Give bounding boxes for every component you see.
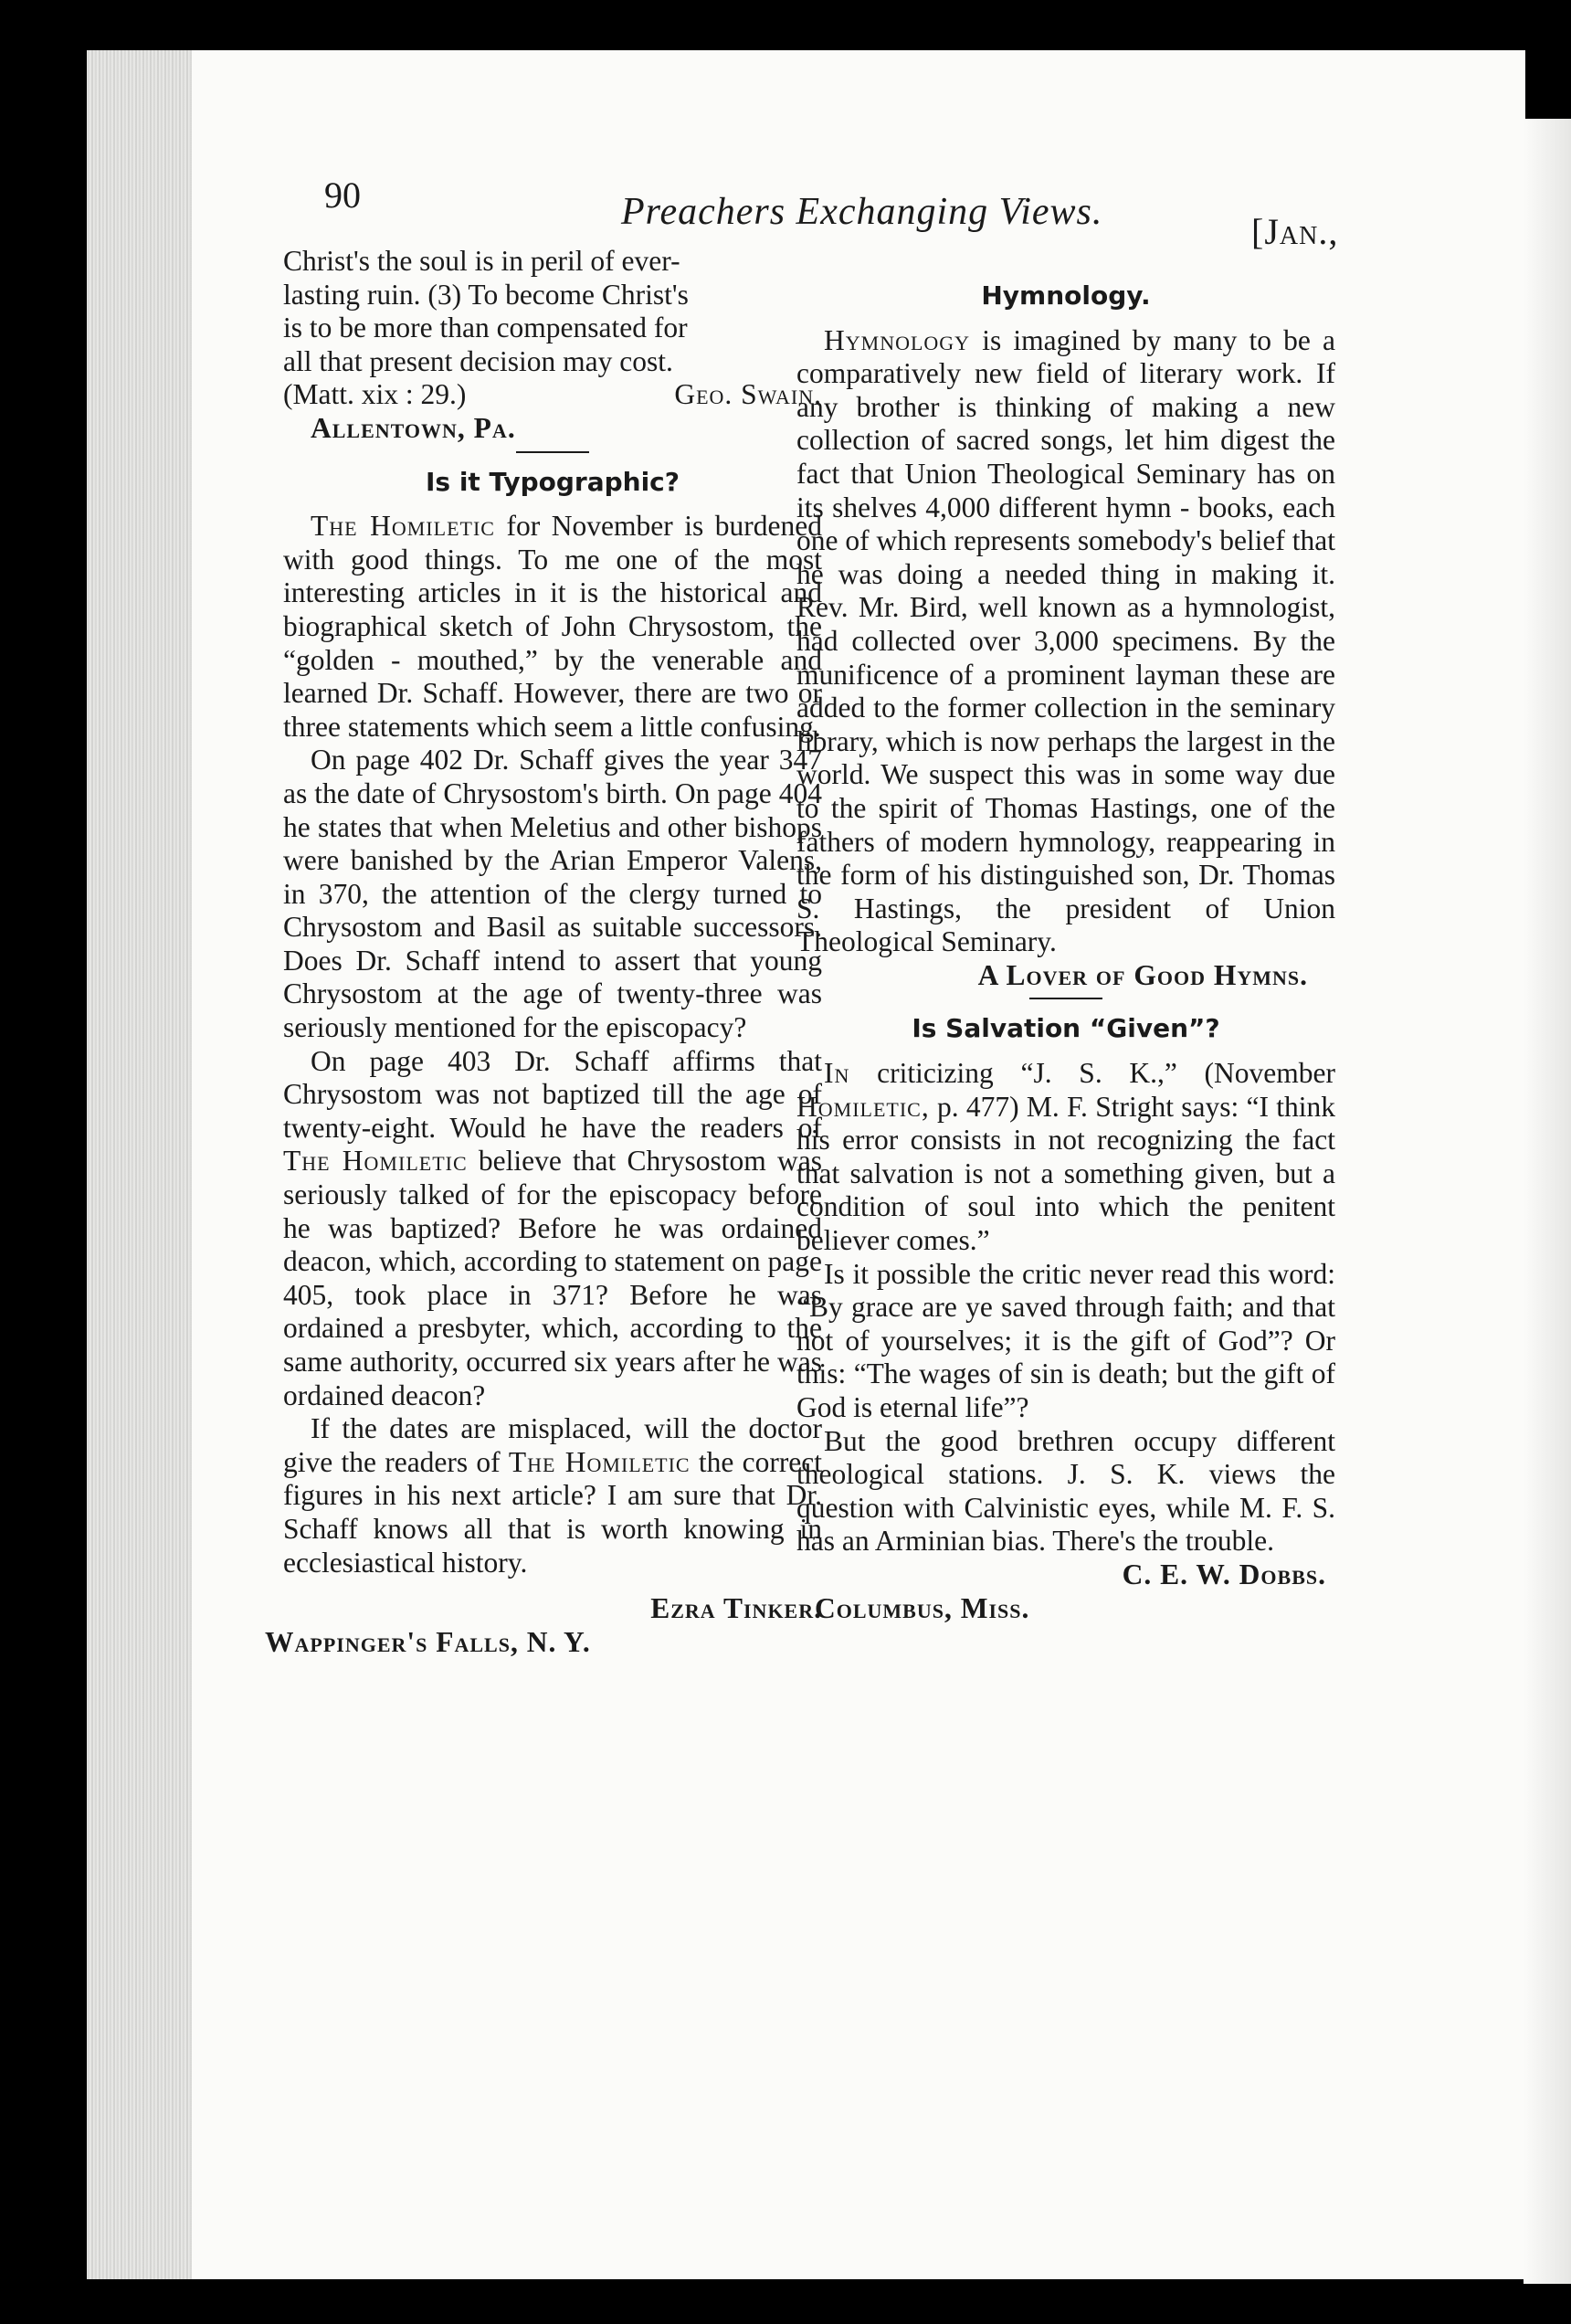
- right-column: [796, 280, 1335, 1625]
- paragraph: [283, 510, 822, 744]
- scripture-reference: (Matt. xix : 29.): [283, 378, 467, 411]
- section-divider: [1029, 998, 1102, 999]
- paragraph: [796, 324, 1335, 959]
- lead-words: The Homiletic: [311, 510, 495, 543]
- text-line: is to be more than compensated for: [283, 312, 688, 344]
- paragraph: Is it possible the critic never read this word: “By grace are ye saved through faith; and that not of yourselves; it is the gift of God”? Or this: “The wages of sin is death; but the gift of God is eternal life”?: [796, 1257, 1335, 1423]
- page-gutter-edges: [87, 50, 192, 2279]
- paragraph-text: p. 477) M. F. Stright says: “I think his error consists in not recognizing the fact that salvation is not a something given, but a condition of soul into which the penitent believer comes.”: [796, 1090, 1336, 1257]
- intro-signature: Geo. Swain.: [674, 378, 822, 411]
- section-heading: Is Salvation “Given”?: [912, 1013, 1220, 1044]
- signature-place: Wappinger's Falls, N. Y.: [265, 1625, 591, 1658]
- text-line: all that present decision may cost.: [283, 344, 673, 377]
- section-heading: Is it Typographic?: [425, 466, 680, 497]
- journal-title: The Homiletic: [508, 1445, 691, 1478]
- paragraph: [283, 1045, 822, 1413]
- section-divider: [516, 451, 589, 453]
- text-line: Christ's the soul is in peril of ever-: [283, 245, 680, 277]
- signature: Ezra Tinker.: [650, 1592, 822, 1625]
- journal-title: Homiletic,: [796, 1090, 930, 1123]
- intro-place: Allentown, Pa.: [311, 411, 516, 444]
- signature: A Lover of Good Hymns.: [977, 958, 1308, 991]
- signature-place: Columbus, Miss.: [815, 1591, 1030, 1624]
- paragraph-text: believe that Chrysostom was seriously talked of for the episcopacy before he was baptized? Before he was ordained deacon, which, according to statement on page 405, took place in 371? Before he was ordained a presbyter, which, according to the same authority, occurred six years after he was ordained deacon?: [283, 1145, 822, 1411]
- paragraph-text: for November is burdened with good things. To me one of the most interesting articles in it is the historical and biographical sketch of John Chrysostom, the “golden - mouthed,” by the venerable and learned Dr. Schaff. However, there are two or three statements which seem a little confusing.: [283, 510, 822, 743]
- signature: C. E. W. Dobbs.: [1122, 1558, 1326, 1590]
- running-title: Preachers Exchanging Views.: [621, 191, 1103, 233]
- journal-title: The Homiletic: [283, 1145, 468, 1178]
- paragraph-text: On page 403 Dr. Schaff affirms that Chrysostom was not baptized till the age of twenty-eight. Would he have the readers of: [283, 1044, 822, 1144]
- intro-signature-row: [283, 378, 822, 412]
- page-header: [0, 164, 1571, 252]
- paragraph-text: is imagined by many to be a comparatively new field of literary work. If any brother is thinking of making a new collection of sacred songs, let him digest the fact that Union Theological Seminary has on its shelves 4,000 different hymn - books, each one of which represents somebody's belief that he was doing a needed thing in making it. Rev. Mr. Bird, well known as a hymnologist, had collected over 3,000 specimens. By the munificence of a prominent layman these are added to the former collection in the seminary library, which is now perhaps the largest in the world. We suspect this was in some way due to the spirit of Thomas Hastings, one of the fathers of modern hymnology, reappearing in the form of his distinguished son, Dr. Thomas S. Hastings, the president of Union Theological Seminary.: [796, 323, 1336, 958]
- lead-words: Hymnology: [824, 323, 971, 356]
- intro-lines: [283, 245, 822, 378]
- header-month: [Jan.,: [1251, 211, 1339, 252]
- page-number: 90: [324, 174, 361, 216]
- lead-words: In: [824, 1057, 850, 1090]
- paragraph-text: If the dates are misplaced, will the doctor give the readers of: [283, 1412, 822, 1478]
- paragraph: On page 402 Dr. Schaff gives the year 347 as the date of Chrysostom's birth. On page 404 he states that when Meletius and other bishops were banished by the Arian Emperor Valens, in 370, the attention of the clergy turned to Chrysostom and Basil as suitable successors. Does Dr. Schaff intend to assert that young Chrysostom at the age of twenty-three was seriously mentioned for the episcopacy?: [283, 744, 822, 1044]
- page-right-edge: [1524, 119, 1571, 2284]
- left-column: [265, 245, 823, 1659]
- text-line: lasting ruin. (3) To become Christ's: [283, 278, 689, 311]
- paragraph: But the good brethren occupy different theological stations. J. S. K. views the question with Calvinistic eyes, while M. F. S. has an Arminian bias. There's the trouble.: [796, 1424, 1335, 1558]
- paragraph-text: criticizing “J. S. K.,” (November: [877, 1057, 1336, 1090]
- paragraph: [283, 1412, 822, 1579]
- paragraph-text: the correct figures in his next article? I am sure that Dr. Schaff knows all that is worth knowing in ecclesiastical history.: [283, 1445, 823, 1579]
- paragraph: [796, 1057, 1335, 1258]
- section-heading: Hymnology.: [981, 280, 1151, 311]
